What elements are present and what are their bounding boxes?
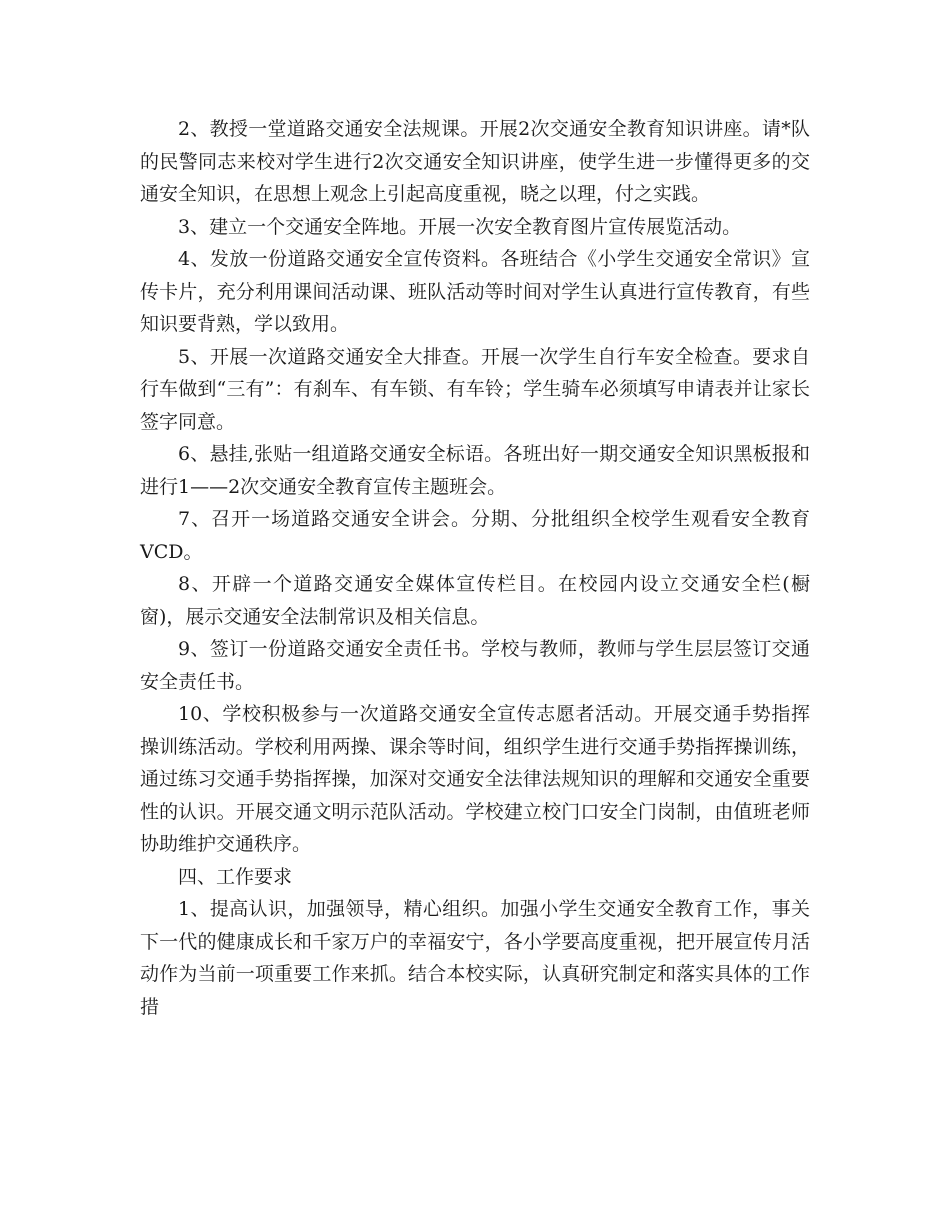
paragraph-item-10: 10、学校积极参与一次道路交通安全宣传志愿者活动。开展交通手势指挥操训练活动。学校利用两操、课余等时间，组织学生进行交通手势指挥操训练，通过练习交通手势指挥操，加深对交通安全法律法规知识的理解和交通安全重要性的认识。开展交通文明示范队活动。学校建立校门口安全门岗制，由值班老师协助维护交通秩序。	[140, 703, 810, 855]
paragraph-item-7: 7、召开一场道路交通安全讲会。分期、分批组织全校学生观看安全教育VCD。	[140, 508, 810, 563]
paragraph-item-2: 2、教授一堂道路交通安全法规课。开展2次交通安全教育知识讲座。请*队的民警同志来校对学生进行2次交通安全知识讲座，使学生进一步懂得更多的交通安全知识，在思想上观念上引起高度重视，晓之以理，付之实践。	[140, 118, 810, 205]
paragraph-item-6: 6、悬挂,张贴一组道路交通安全标语。各班出好一期交通安全知识黑板报和进行1——2次交通安全教育宣传主题班会。	[140, 443, 810, 498]
paragraph-item-8: 8、开辟一个道路交通安全媒体宣传栏目。在校园内设立交通安全栏(橱窗)，展示交通安全法制常识及相关信息。	[140, 573, 810, 628]
paragraph-item-4: 4、发放一份道路交通安全宣传资料。各班结合《小学生交通安全常识》宣传卡片，充分利用课间活动课、班队活动等时间对学生认真进行宣传教育，有些知识要背熟，学以致用。	[140, 248, 810, 335]
paragraph-item-9: 9、签订一份道路交通安全责任书。学校与教师，教师与学生层层签订交通安全责任书。	[140, 638, 810, 693]
section-heading-work-requirements: 四、工作要求	[178, 865, 293, 888]
paragraph-item-3: 3、建立一个交通安全阵地。开展一次安全教育图片宣传展览活动。	[178, 215, 742, 238]
paragraph-requirement-1: 1、提高认识，加强领导，精心组织。加强小学生交通安全教育工作，事关下一代的健康成长和千家万户的幸福安宁，各小学要高度重视，把开展宣传月活动作为当前一项重要工作来抓。结合本校实际，认真研究制定和落实具体的工作措	[140, 898, 810, 1018]
paragraph-item-5: 5、开展一次道路交通安全大排查。开展一次学生自行车安全检查。要求自行车做到“三有”：有刹车、有车锁、有车铃；学生骑车必须填写申请表并让家长签字同意。	[140, 345, 810, 433]
document-body	[140, 113, 810, 1023]
